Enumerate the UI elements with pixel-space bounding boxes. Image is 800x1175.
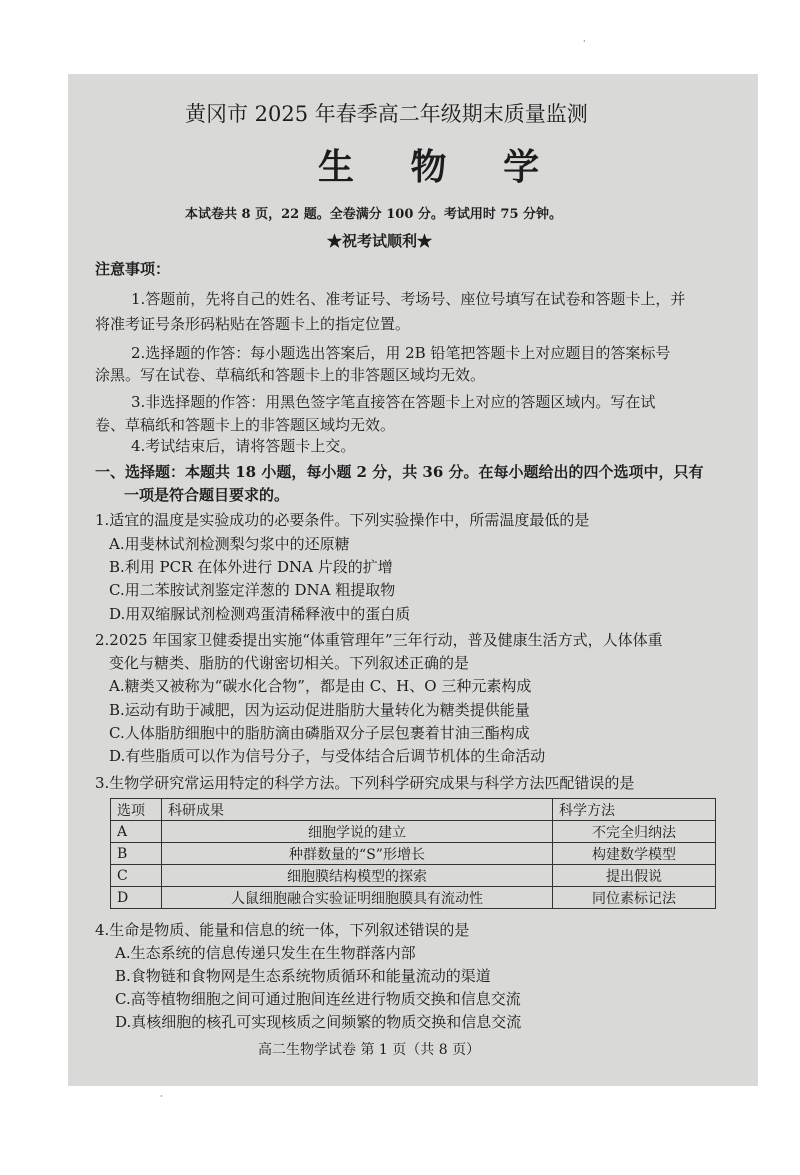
exam-info: 本试卷共 8 页，22 题。全卷满分 100 分。考试用时 75 分钟。: [185, 207, 563, 222]
note-1-line-1: 1.答题前，先将自己的姓名、准考证号、考场号、座位号填写在试卷和答题卡上，并: [131, 290, 686, 308]
table-row: [111, 821, 716, 843]
table-cell-option: C: [111, 865, 162, 887]
question-3-stem: 3.生物学研究常运用特定的科学方法。下列科学研究成果与科学方法匹配错误的是: [95, 774, 635, 792]
question-4-option-b: B.食物链和食物网是生态系统物质循环和能量流动的渠道: [115, 967, 491, 985]
good-luck-banner: ★祝考试顺利★: [327, 232, 433, 250]
scan-speck: ·: [583, 37, 586, 46]
question-4-stem: 4.生命是物质、能量和信息的统一体，下列叙述错误的是: [95, 921, 470, 939]
table-cell-result: 种群数量的“S”形增长: [162, 843, 553, 865]
question-2-option-c: C.人体脂肪细胞中的脂肪滴由磷脂双分子层包裹着甘油三酯构成: [109, 724, 530, 742]
table-cell-option: D: [111, 887, 162, 909]
table-cell-option: B: [111, 843, 162, 865]
table-row: [111, 865, 716, 887]
question-1-option-a: A.用斐林试剂检测梨匀浆中的还原糖: [109, 535, 350, 553]
question-2-option-d: D.有些脂质可以作为信号分子，与受体结合后调节机体的生命活动: [109, 747, 546, 765]
section-heading-line-1: 一、选择题：本题共 18 小题，每小题 2 分，共 36 分。在每小题给出的四个选项中，只有: [95, 463, 704, 481]
note-2-line-1: 2.选择题的作答：每小题选出答案后，用 2B 铅笔把答题卡上对应题目的答案标号: [131, 344, 671, 362]
question-1-stem: 1.适宜的温度是实验成功的必要条件。下列实验操作中，所需温度最低的是: [95, 511, 590, 529]
question-4-option-a: A.生态系统的信息传递只发生在生物群落内部: [115, 944, 416, 962]
table-cell-method: 不完全归纳法: [553, 821, 716, 843]
table-cell-result: 细胞学说的建立: [162, 821, 553, 843]
question-1-option-d: D.用双缩脲试剂检测鸡蛋清稀释液中的蛋白质: [109, 605, 411, 623]
table-header: 科学方法: [553, 799, 716, 821]
table-header: 选项: [111, 799, 162, 821]
notes-heading: 注意事项：: [95, 260, 171, 278]
table-cell-result: 人鼠细胞融合实验证明细胞膜具有流动性: [162, 887, 553, 909]
table-row: [111, 843, 716, 865]
note-3-line-2: 卷、草稿纸和答题卡上的非答题区域均无效。: [95, 416, 396, 434]
table-header-row: [111, 799, 716, 821]
table-header: 科研成果: [162, 799, 553, 821]
question-4-option-d: D.真核细胞的核孔可实现核质之间频繁的物质交换和信息交流: [115, 1013, 522, 1031]
table-cell-result: 细胞膜结构模型的探索: [162, 865, 553, 887]
table-cell-method: 构建数学模型: [553, 843, 716, 865]
question-1-option-c: C.用二苯胺试剂鉴定洋葱的 DNA 粗提取物: [109, 581, 396, 599]
subject-title: 生 物 学: [318, 146, 562, 188]
table-cell-method: 同位素标记法: [553, 887, 716, 909]
note-2-line-2: 涂黑。写在试卷、草稿纸和答题卡上的非答题区域均无效。: [95, 366, 486, 384]
question-2-option-a: A.糖类又被称为“碳水化合物”，都是由 C、H、O 三种元素构成: [109, 677, 532, 695]
table-cell-method: 提出假说: [553, 865, 716, 887]
question-1-option-b: B.利用 PCR 在体外进行 DNA 片段的扩增: [109, 558, 393, 576]
note-3-line-1: 3.非选择题的作答：用黑色签字笔直接答在答题卡上对应的答题区域内。写在试: [131, 393, 656, 411]
question-2-stem-line-2: 变化与糖类、脂肪的代谢密切相关。下列叙述正确的是: [109, 654, 470, 672]
scan-speck: ·: [160, 1092, 163, 1101]
page-footer: 高二生物学试卷 第 1 页（共 8 页）: [258, 1042, 481, 1058]
note-4: 4.考试结束后，请将答题卡上交。: [131, 437, 356, 455]
question-2-option-b: B.运动有助于减肥，因为运动促进脂肪大量转化为糖类提供能量: [109, 701, 530, 719]
table-cell-option: A: [111, 821, 162, 843]
question-3-table: [110, 798, 716, 909]
exam-title: 黄冈市 2025 年春季高二年级期末质量监测: [185, 102, 588, 126]
table-row: [111, 887, 716, 909]
question-2-stem-line-1: 2.2025 年国家卫健委提出实施“体重管理年”三年行动，普及健康生活方式，人体体重: [95, 631, 663, 649]
question-4-option-c: C.高等植物细胞之间可通过胞间连丝进行物质交换和信息交流: [115, 990, 521, 1008]
note-1-line-2: 将准考证号条形码粘贴在答题卡上的指定位置。: [95, 315, 411, 333]
section-heading-line-2: 一项是符合题目要求的。: [124, 486, 290, 504]
